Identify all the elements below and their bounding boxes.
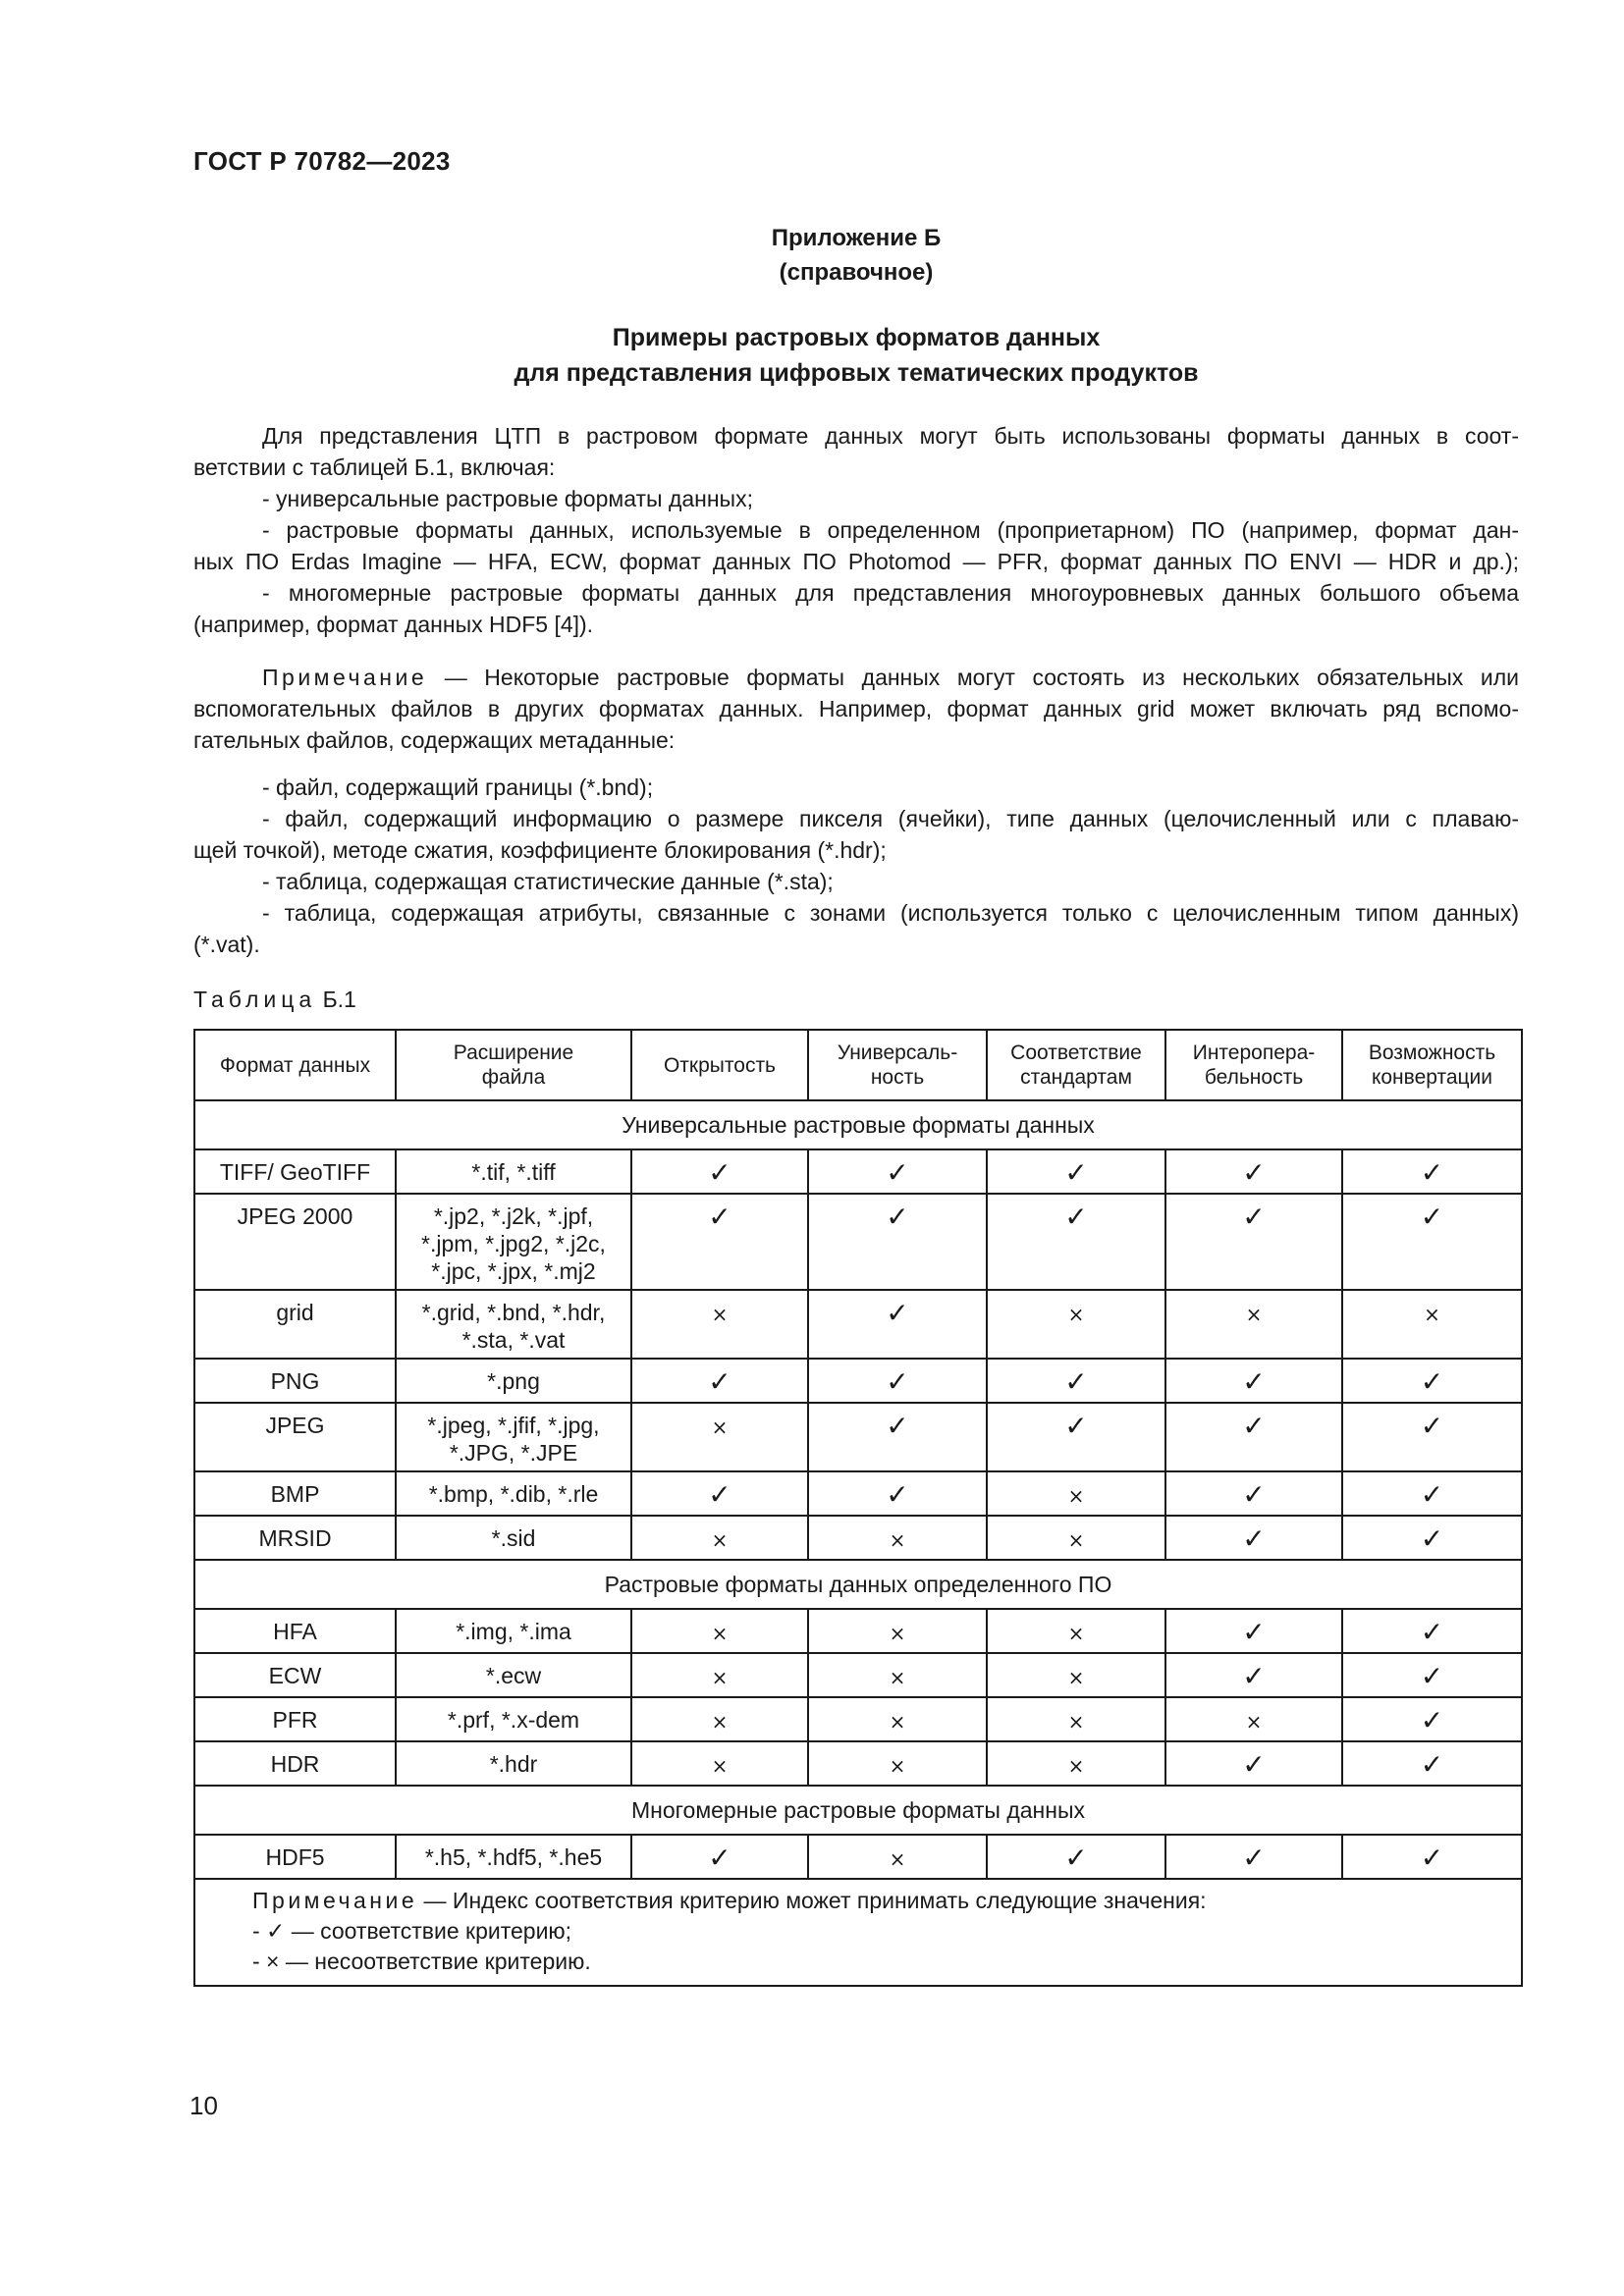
criterion-cell <box>808 1290 987 1359</box>
criterion-cell <box>631 1697 808 1741</box>
cell-text-line: *.jpeg, *.jfif, *.jpg, <box>427 1413 600 1438</box>
cell-text-line: *.ecw <box>485 1663 542 1688</box>
table-row <box>194 1653 1522 1697</box>
cell-text-line: Соответствие <box>1010 1041 1142 1064</box>
check-mark: ✓ <box>1420 1748 1444 1781</box>
cell-text-line: *.tif, *.tiff <box>471 1159 556 1185</box>
check-mark: ✓ <box>1420 1410 1444 1442</box>
cross-mark: × <box>711 1622 729 1645</box>
criterion-cell <box>1342 1516 1522 1560</box>
cross-mark: × <box>1245 1710 1263 1734</box>
table-note-line: - ✓ — соответствие критерию; <box>252 1918 572 1944</box>
body-line: ветствии с таблицей Б.1, включая: <box>193 454 556 480</box>
page-number: 10 <box>189 2091 218 2120</box>
criterion-cell <box>1165 1194 1342 1290</box>
cross-mark: × <box>889 1754 906 1778</box>
section-row <box>194 1560 1522 1609</box>
cross-mark: × <box>711 1528 729 1552</box>
section-row <box>194 1786 1522 1835</box>
format-cell: HDF5 <box>194 1835 396 1879</box>
criterion-cell <box>987 1653 1165 1697</box>
cell-text-line: *.jpc, *.jpx, *.mj2 <box>431 1258 596 1284</box>
extension-cell <box>396 1835 631 1879</box>
column-header-format <box>194 1030 396 1100</box>
criterion-cell <box>808 1403 987 1471</box>
criterion-cell <box>1342 1697 1522 1741</box>
criterion-cell <box>808 1359 987 1403</box>
column-header-conversion <box>1342 1030 1522 1100</box>
criterion-cell <box>1165 1835 1342 1879</box>
cell-text-line: Интеропера- <box>1192 1041 1316 1064</box>
extension-cell <box>396 1516 631 1560</box>
document-number: ГОСТ Р 70782—2023 <box>193 146 451 176</box>
check-mark: ✓ <box>1420 1478 1444 1511</box>
check-mark: ✓ <box>1242 1616 1266 1648</box>
check-mark: ✓ <box>1064 1201 1088 1233</box>
criterion-cell <box>1342 1835 1522 1879</box>
cross-mark: × <box>1067 1754 1085 1778</box>
table-row <box>194 1516 1522 1560</box>
criterion-cell <box>808 1835 987 1879</box>
criterion-cell <box>987 1194 1165 1290</box>
format-cell: grid <box>194 1290 396 1359</box>
criterion-cell <box>987 1149 1165 1194</box>
check-mark: ✓ <box>1242 1660 1266 1692</box>
format-cell: BMP <box>194 1471 396 1516</box>
check-mark: ✓ <box>708 1201 731 1233</box>
table-note-line <box>252 1886 1521 1916</box>
cross-mark: × <box>711 1303 729 1326</box>
check-mark: ✓ <box>1064 1842 1088 1874</box>
cell-text-line: *.prf, *.x-dem <box>447 1707 580 1733</box>
table-caption <box>193 987 356 1013</box>
cell-text-line: файла <box>481 1066 546 1089</box>
criterion-cell <box>1165 1741 1342 1786</box>
cell-text-line: Универсаль- <box>837 1041 958 1064</box>
check-mark: ✓ <box>1242 1365 1266 1398</box>
criterion-cell <box>1342 1609 1522 1653</box>
extension-cell <box>396 1697 631 1741</box>
column-header-openness <box>631 1030 808 1100</box>
check-mark: ✓ <box>1420 1156 1444 1189</box>
table-header-row <box>194 1030 1522 1100</box>
criterion-cell <box>1342 1290 1522 1359</box>
format-cell: MRSID <box>194 1516 396 1560</box>
list-item: - файл, содержащий границы (*.bnd); <box>262 774 654 800</box>
table-row <box>194 1194 1522 1290</box>
cross-mark: × <box>1245 1303 1263 1326</box>
criterion-cell <box>1165 1516 1342 1560</box>
table-row <box>194 1835 1522 1879</box>
check-mark: ✓ <box>886 1201 909 1233</box>
note-line <box>262 662 1519 693</box>
criterion-cell <box>987 1471 1165 1516</box>
table-row <box>194 1609 1522 1653</box>
check-mark: ✓ <box>1420 1201 1444 1233</box>
criterion-cell <box>631 1653 808 1697</box>
cell-text-line: ность <box>870 1066 925 1089</box>
table-row <box>194 1403 1522 1471</box>
check-mark: ✓ <box>1420 1522 1444 1555</box>
note-line: гательных файлов, содержащих метаданные: <box>193 727 676 753</box>
criterion-cell <box>808 1149 987 1194</box>
table-caption-label: Таблица <box>193 987 317 1012</box>
check-mark: ✓ <box>886 1156 909 1189</box>
check-mark: ✓ <box>708 1478 731 1511</box>
cross-mark: × <box>889 1666 906 1689</box>
extension-cell <box>396 1653 631 1697</box>
criterion-cell <box>1165 1697 1342 1741</box>
check-mark: ✓ <box>1420 1365 1444 1398</box>
column-header-standards-compliance <box>987 1030 1165 1100</box>
criterion-cell <box>808 1516 987 1560</box>
criterion-cell <box>808 1609 987 1653</box>
cell-text-line: Формат данных <box>219 1053 371 1077</box>
body-line: (например, формат данных HDF5 [4]). <box>193 612 594 637</box>
cell-text-line: *.grid, *.bnd, *.hdr, <box>421 1300 606 1325</box>
criterion-cell <box>808 1194 987 1290</box>
cross-mark: × <box>711 1666 729 1689</box>
note-label: Примечание <box>262 665 428 690</box>
criterion-cell <box>1342 1359 1522 1403</box>
list-item: - файл, содержащий информацию о размере пикселя (ячейки), типе данных (целочисленный или с плаваю- <box>262 806 1519 831</box>
table-row <box>194 1290 1522 1359</box>
note-text: — Некоторые растровые форматы данных могут состоять из нескольких обязательных или <box>427 665 1519 690</box>
table-caption-number: Б.1 <box>316 987 356 1012</box>
criterion-cell <box>1342 1653 1522 1697</box>
criterion-cell <box>631 1609 808 1653</box>
criterion-cell <box>631 1516 808 1560</box>
check-mark: ✓ <box>1064 1410 1088 1442</box>
appendix-heading-line: для представления цифровых тематических продуктов <box>514 359 1199 387</box>
criterion-cell <box>808 1697 987 1741</box>
criterion-cell <box>631 1403 808 1471</box>
cell-text-line: *.JPG, *.JPE <box>449 1440 578 1466</box>
cell-text-line: *.hdr <box>489 1751 538 1777</box>
check-mark: ✓ <box>1064 1156 1088 1189</box>
appendix-title: Приложение Б <box>771 225 942 251</box>
format-cell: ECW <box>194 1653 396 1697</box>
check-mark: ✓ <box>886 1297 909 1329</box>
criterion-cell <box>1165 1403 1342 1471</box>
section-title: Универсальные растровые форматы данных <box>194 1100 1522 1149</box>
check-mark: ✓ <box>708 1365 731 1398</box>
criterion-cell <box>631 1149 808 1194</box>
body-line: - универсальные растровые форматы данных; <box>262 486 753 511</box>
cross-mark: × <box>1424 1303 1440 1326</box>
criterion-cell <box>631 1471 808 1516</box>
extension-cell <box>396 1290 631 1359</box>
cross-mark: × <box>1067 1303 1085 1326</box>
cell-text-line: Расширение <box>453 1041 574 1064</box>
criterion-cell <box>808 1741 987 1786</box>
check-mark: ✓ <box>1420 1842 1444 1874</box>
list-item-continuation: (*.vat). <box>193 932 260 957</box>
table-row <box>194 1359 1522 1403</box>
list-item-continuation: щей точкой), методе сжатия, коэффициенте блокирования (*.hdr); <box>193 837 887 863</box>
criterion-cell <box>1165 1359 1342 1403</box>
cell-text-line: конвертации <box>1371 1066 1493 1089</box>
list-item: - таблица, содержащая статистические данные (*.sta); <box>262 869 834 894</box>
criterion-cell <box>1342 1471 1522 1516</box>
cell-text-line: *.bmp, *.dib, *.rle <box>428 1481 599 1507</box>
criterion-cell <box>1342 1194 1522 1290</box>
criterion-cell <box>631 1194 808 1290</box>
body-line: - многомерные растровые форматы данных для представления многоуровневых данных большого объема <box>262 580 1519 606</box>
check-mark: ✓ <box>886 1365 909 1398</box>
column-header-extension <box>396 1030 631 1100</box>
table-row <box>194 1149 1522 1194</box>
criterion-cell <box>987 1359 1165 1403</box>
body-line: - растровые форматы данных, используемые в определенном (проприетарном) ПО (например, формат дан- <box>262 517 1519 543</box>
table-note-line: - × — несоответствие критерию. <box>252 1949 591 1974</box>
format-cell: JPEG <box>194 1403 396 1471</box>
check-mark: ✓ <box>1420 1704 1444 1736</box>
criterion-cell <box>1165 1653 1342 1697</box>
body-line: ных ПО Erdas Imagine — HFA, ECW, формат данных ПО Photomod — PFR, формат данных ПО ENVI — HDR и др.); <box>193 549 1519 574</box>
criterion-cell <box>987 1516 1165 1560</box>
criterion-cell <box>987 1403 1165 1471</box>
criterion-cell <box>1342 1403 1522 1471</box>
cross-mark: × <box>889 1847 906 1871</box>
list-item: - таблица, содержащая атрибуты, связанные с зонами (используется только с целочисленным типом данных) <box>262 900 1519 926</box>
extension-cell <box>396 1741 631 1786</box>
section-row <box>194 1100 1522 1149</box>
cross-mark: × <box>1067 1484 1085 1508</box>
format-cell: HFA <box>194 1609 396 1653</box>
check-mark: ✓ <box>1242 1201 1266 1233</box>
cell-text-line: стандартам <box>1020 1066 1132 1089</box>
column-header-universality <box>808 1030 987 1100</box>
check-mark: ✓ <box>1242 1522 1266 1555</box>
cross-mark: × <box>711 1415 729 1439</box>
table-row <box>194 1471 1522 1516</box>
criterion-cell <box>1165 1609 1342 1653</box>
criterion-cell <box>1342 1741 1522 1786</box>
table-note <box>194 1879 1522 1986</box>
check-mark: ✓ <box>1242 1156 1266 1189</box>
table-row <box>194 1741 1522 1786</box>
criterion-cell <box>631 1835 808 1879</box>
check-mark: ✓ <box>708 1156 731 1189</box>
cross-mark: × <box>1067 1622 1085 1645</box>
column-header-interoperability <box>1165 1030 1342 1100</box>
criterion-cell <box>808 1471 987 1516</box>
criterion-cell <box>987 1290 1165 1359</box>
cell-text-line: *.img, *.ima <box>456 1619 571 1644</box>
cross-mark: × <box>711 1754 729 1778</box>
criterion-cell <box>1165 1471 1342 1516</box>
criterion-cell <box>987 1609 1165 1653</box>
cross-mark: × <box>1067 1666 1085 1689</box>
format-cell: JPEG 2000 <box>194 1194 396 1290</box>
extension-cell <box>396 1609 631 1653</box>
format-cell: HDR <box>194 1741 396 1786</box>
table-note-text: — Индекс соответствия критерию может принимать следующие значения: <box>417 1888 1207 1913</box>
cell-text-line: бельность <box>1204 1066 1304 1089</box>
cross-mark: × <box>1067 1528 1085 1552</box>
check-mark: ✓ <box>1420 1616 1444 1648</box>
table-row <box>194 1697 1522 1741</box>
check-mark: ✓ <box>1242 1410 1266 1442</box>
criterion-cell <box>631 1359 808 1403</box>
body-line: Для представления ЦТП в растровом формате данных могут быть использованы форматы данных в соот- <box>262 423 1519 449</box>
section-title: Многомерные растровые форматы данных <box>194 1786 1522 1835</box>
extension-cell <box>396 1471 631 1516</box>
cross-mark: × <box>889 1710 906 1734</box>
criterion-cell <box>1165 1149 1342 1194</box>
cross-mark: × <box>1067 1710 1085 1734</box>
criterion-cell <box>631 1290 808 1359</box>
criterion-cell <box>1165 1290 1342 1359</box>
cell-text-line: Возможность <box>1368 1041 1496 1064</box>
check-mark: ✓ <box>1242 1478 1266 1511</box>
criterion-cell <box>987 1697 1165 1741</box>
cell-text-line: *.sid <box>491 1525 536 1551</box>
criterion-cell <box>987 1835 1165 1879</box>
appendix-kind: (справочное) <box>779 259 934 286</box>
format-cell: TIFF/ GeoTIFF <box>194 1149 396 1194</box>
extension-cell <box>396 1359 631 1403</box>
cell-text-line: *.jp2, *.j2k, *.jpf, <box>433 1203 594 1229</box>
cross-mark: × <box>889 1528 906 1552</box>
check-mark: ✓ <box>708 1842 731 1874</box>
note-line: вспомогательных файлов в других форматах данных. Например, формат данных grid может включать ряд вспомо- <box>193 696 1519 721</box>
cell-text-line: Открытость <box>663 1053 777 1077</box>
criterion-cell <box>1342 1149 1522 1194</box>
table-note-row <box>194 1879 1522 1986</box>
extension-cell <box>396 1403 631 1471</box>
criterion-cell <box>808 1653 987 1697</box>
raster-formats-table <box>193 1029 1523 1987</box>
check-mark: ✓ <box>1242 1842 1266 1874</box>
check-mark: ✓ <box>1242 1748 1266 1781</box>
format-cell: PNG <box>194 1359 396 1403</box>
cell-text-line: *.h5, *.hdf5, *.he5 <box>424 1844 603 1870</box>
check-mark: ✓ <box>886 1478 909 1511</box>
cell-text-line: *.sta, *.vat <box>461 1327 566 1353</box>
table-note-label: Примечание <box>252 1888 418 1913</box>
criterion-cell <box>631 1741 808 1786</box>
cross-mark: × <box>711 1710 729 1734</box>
extension-cell <box>396 1194 631 1290</box>
format-cell: PFR <box>194 1697 396 1741</box>
cell-text-line: *.png <box>487 1368 540 1394</box>
check-mark: ✓ <box>1420 1660 1444 1692</box>
cell-text-line: *.jpm, *.jpg2, *.j2c, <box>421 1231 606 1256</box>
section-title: Растровые форматы данных определенного ПО <box>194 1560 1522 1609</box>
check-mark: ✓ <box>1064 1365 1088 1398</box>
cross-mark: × <box>889 1622 906 1645</box>
appendix-heading-line: Примеры растровых форматов данных <box>612 324 1101 351</box>
check-mark: ✓ <box>886 1410 909 1442</box>
extension-cell <box>396 1149 631 1194</box>
criterion-cell <box>987 1741 1165 1786</box>
